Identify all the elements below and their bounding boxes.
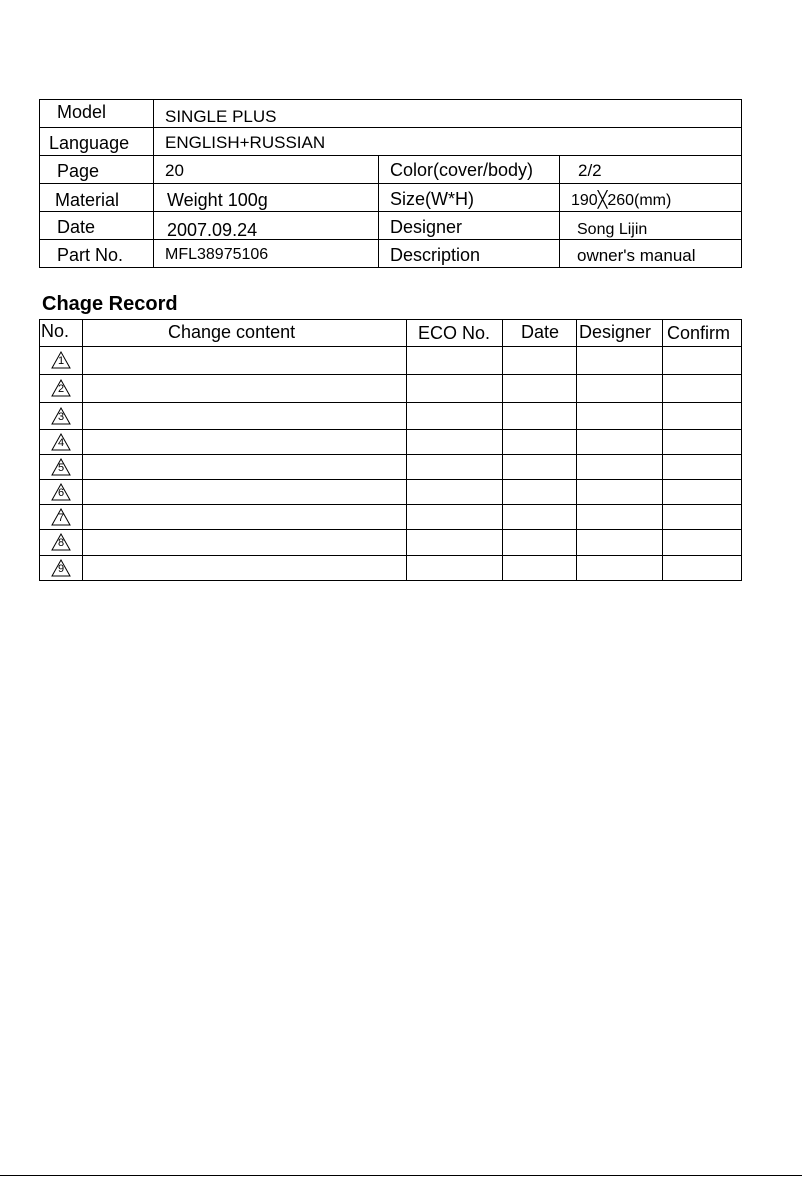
page-label: Page [57,161,100,181]
header-change-content: Change content [168,322,296,342]
change-record-title: Chage Record [42,293,178,315]
revision-number: 8 [57,537,65,549]
col-divider [406,319,407,581]
designer-value: Song Lijin [577,221,648,238]
row-divider [39,504,742,505]
col-divider [153,99,154,268]
description-label: Description [390,245,481,265]
row-divider [39,454,742,455]
page-bottom-rule [0,1175,802,1176]
row-divider [39,555,742,556]
header-designer: Designer [579,322,652,342]
change-record-border [39,319,742,581]
date-label: Date [57,217,96,237]
row-divider [39,239,742,240]
revision-triangle-icon [51,559,71,577]
revision-triangle-icon [51,533,71,551]
col-divider [559,155,560,268]
row-divider [39,402,742,403]
row-divider [39,183,742,184]
color-label: Color(cover/body) [390,160,534,180]
row-divider [39,529,742,530]
row-divider [39,429,742,430]
revision-number: 3 [57,411,65,423]
revision-triangle-icon [51,351,71,369]
revision-number: 7 [57,512,65,524]
material-label: Material [55,190,120,210]
page-value: 20 [165,161,184,180]
header-confirm: Confirm [667,323,731,343]
revision-triangle-icon [51,508,71,526]
header-eco-no: ECO No. [418,323,491,343]
revision-number: 2 [57,383,65,395]
size-label: Size(W*H) [390,189,474,209]
col-divider [662,319,663,581]
change-record-table [39,319,742,581]
header-no: No. [41,321,70,341]
header-date: Date [521,322,560,342]
revision-number: 6 [57,487,65,499]
revision-triangle-icon [51,458,71,476]
revision-triangle-icon [51,379,71,397]
revision-triangle-icon [51,407,71,425]
description-value: owner's manual [577,246,696,265]
info-table [39,99,742,268]
partno-value: MFL38975106 [165,246,269,263]
material-value: Weight 100g [167,190,268,210]
language-label: Language [49,133,130,153]
col-divider [82,319,83,581]
revision-number: 1 [57,355,65,367]
model-label: Model [57,102,107,122]
model-value: SINGLE PLUS [165,107,277,126]
date-value: 2007.09.24 [167,220,258,240]
row-divider [39,374,742,375]
language-value: ENGLISH+RUSSIAN [165,133,326,152]
revision-triangle-icon [51,483,71,501]
color-value: 2/2 [578,161,602,180]
col-divider [576,319,577,581]
row-divider [39,479,742,480]
row-divider [39,127,742,128]
row-divider [39,346,742,347]
partno-label: Part No. [57,245,124,265]
col-divider [502,319,503,581]
size-value: 190╳260(mm) [571,192,672,209]
revision-number: 4 [57,437,65,449]
col-divider [378,155,379,268]
row-divider [39,155,742,156]
revision-number: 9 [57,563,65,575]
revision-triangle-icon [51,433,71,451]
revision-number: 5 [57,462,65,474]
row-divider [39,211,742,212]
designer-label: Designer [390,217,463,237]
